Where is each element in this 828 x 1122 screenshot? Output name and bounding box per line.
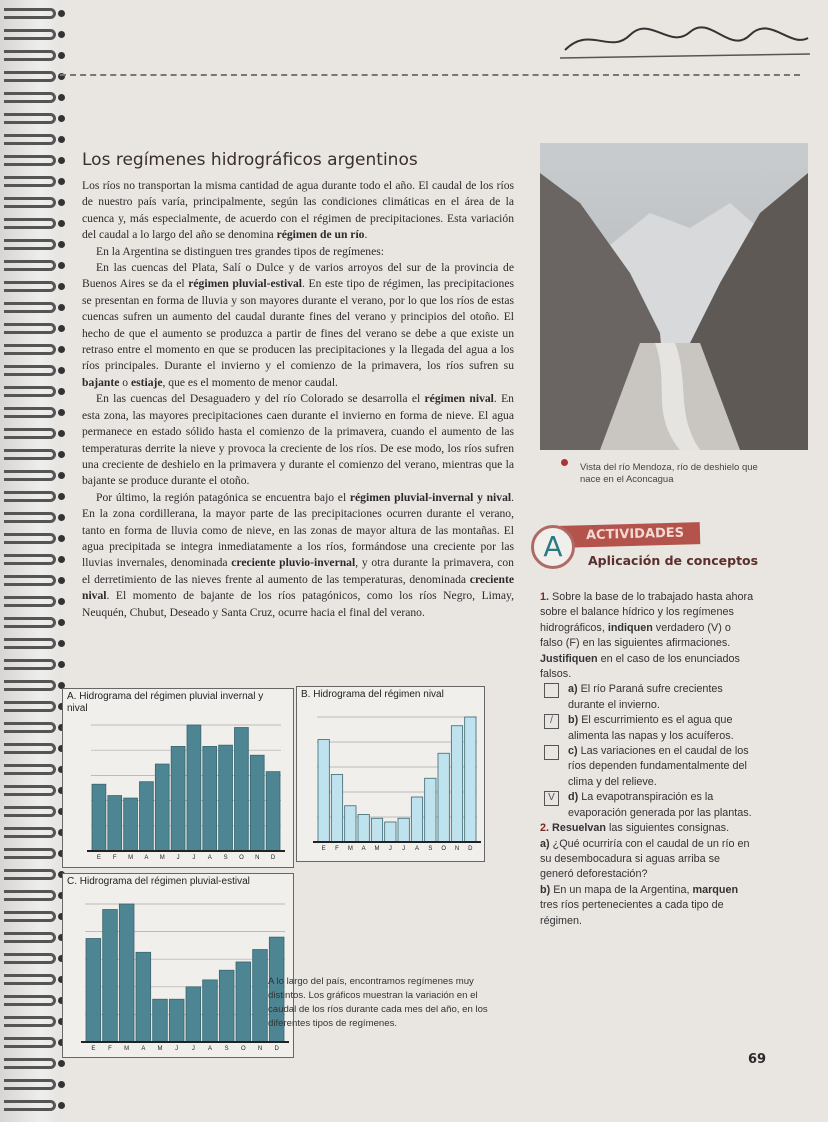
binding-hole bbox=[58, 241, 65, 248]
binding-hole bbox=[58, 514, 65, 521]
x-tick-label: A bbox=[207, 1046, 213, 1052]
spiral-ring bbox=[4, 533, 56, 544]
text-run: . En esta zona, las mayores precipitaciones caen durante el invierno en forma de nieve. El agua permanece en estado sólido hasta el comienzo de la primavera, cuando el aumento de las temperaturas derrite la nieve y provoca la creciente de los ríos. De ese modo, los ríos sufren una creciente de deshielo en la primavera y durante el comienzo del verano, mientras que la bajante se produce durante el otoño. bbox=[82, 392, 514, 488]
item-letter: c) bbox=[568, 745, 581, 758]
spiral-ring bbox=[4, 1100, 56, 1111]
bar-M bbox=[371, 818, 382, 842]
x-tick-label: S bbox=[224, 1046, 229, 1052]
true-false-item bbox=[540, 682, 754, 713]
bar-M bbox=[153, 999, 168, 1042]
chart-plot bbox=[297, 687, 484, 861]
x-tick-label: D bbox=[270, 855, 276, 861]
binding-hole bbox=[58, 157, 65, 164]
x-tick-label: O bbox=[239, 855, 244, 861]
x-tick-label: M bbox=[157, 1046, 163, 1052]
bar-E bbox=[92, 784, 106, 851]
spiral-ring bbox=[4, 974, 56, 985]
bar-J bbox=[171, 746, 185, 851]
question-number: 1. bbox=[540, 591, 550, 603]
text-run: . En este tipo de régimen, las precipitaciones se presentan en forma de lluvia y son mayores durante el verano, por lo que los ríos de estas cuencas sufren un aumento del caudal durante fines del verano y principios del otoño. El hecho de que el aumento se produzca a partir de fines del verano se debe a que existe un retraso entre el momento en que se producen las precipitaciones y la llegada del agua a los ríos principales. Durante el invierno y el comienzo de la primavera, los ríos sufren su bbox=[82, 277, 514, 373]
bar-D bbox=[266, 772, 280, 851]
binding-hole bbox=[58, 115, 65, 122]
bar-O bbox=[236, 962, 251, 1042]
spiral-ring bbox=[4, 281, 56, 292]
chart-title: A. Hidrograma del régimen pluvial invernal y nival bbox=[67, 691, 264, 714]
main-text bbox=[82, 178, 514, 621]
bar-A bbox=[411, 797, 422, 842]
x-tick-label: F bbox=[335, 846, 339, 852]
bold-term: creciente pluvio-invernal bbox=[231, 556, 356, 570]
spiral-ring bbox=[4, 512, 56, 523]
text-run: En las cuencas del Plata, Salí o Dulce y de varios arroyos del sur de la provincia de Buenos Aires se da el bbox=[82, 261, 514, 291]
spiral-ring bbox=[4, 491, 56, 502]
bar-A bbox=[140, 782, 154, 851]
activities-subtitle: Aplicación de conceptos bbox=[588, 553, 759, 568]
binding-hole bbox=[58, 94, 65, 101]
bar-M bbox=[124, 798, 138, 851]
question-number: 2. bbox=[540, 822, 550, 835]
item-letter: a) bbox=[540, 837, 550, 850]
paragraph bbox=[82, 490, 514, 621]
binding-hole bbox=[58, 1081, 65, 1088]
question-2b bbox=[540, 883, 754, 929]
dashed-divider bbox=[60, 74, 800, 76]
bar-J bbox=[169, 999, 184, 1042]
spiral-ring bbox=[4, 365, 56, 376]
x-tick-label: D bbox=[274, 1046, 279, 1052]
answer-checkbox[interactable]: V bbox=[544, 791, 559, 806]
spiral-ring bbox=[4, 134, 56, 145]
spiral-ring bbox=[4, 1058, 56, 1069]
bar-S bbox=[219, 745, 233, 851]
spiral-ring bbox=[4, 1079, 56, 1090]
bold-term: Justifiquen bbox=[540, 652, 598, 665]
bar-F bbox=[331, 775, 342, 843]
text-run: en el caso de los enunciados falsos. bbox=[540, 652, 740, 681]
spiral-ring bbox=[4, 806, 56, 817]
question-2a-text: ¿Qué ocurriría con el caudal de un río en su desembocadura si aguas arriba se generó deforestación? bbox=[540, 837, 750, 881]
binding-hole bbox=[58, 556, 65, 563]
x-tick-label: J bbox=[191, 1046, 195, 1052]
bar-J bbox=[187, 725, 201, 851]
binding-hole bbox=[58, 304, 65, 311]
text-run: Los ríos no transportan la misma cantidad de agua durante todo el año. El caudal de los ríos de nuestro país varía, principalmente, según las condiciones climáticas en el área de la cuenca y, más especialmente, de acuerdo con el régimen de precipitaciones. Esta variación del caudal a lo largo del año se denomina bbox=[82, 179, 514, 242]
handwritten-scribble bbox=[560, 20, 810, 60]
x-tick-label: M bbox=[128, 855, 134, 861]
spiral-ring bbox=[4, 92, 56, 103]
bar-E bbox=[86, 939, 101, 1043]
answer-checkbox[interactable] bbox=[544, 683, 559, 698]
text-run: Por último, la región patagónica se encuentra bajo el bbox=[96, 490, 350, 504]
item-letter: d) bbox=[568, 791, 582, 804]
bar-N bbox=[451, 726, 462, 842]
bar-D bbox=[465, 717, 476, 842]
x-tick-label: J bbox=[192, 855, 196, 861]
charts-caption: A lo largo del país, encontramos regímenes muy distintos. Los gráficos muestran la variación en el caudal de los ríos durante cada mes del año, en los diferentes tipos de regímenes. bbox=[268, 976, 488, 1029]
x-tick-label: N bbox=[454, 846, 460, 852]
question-2b-text-end: tres ríos pertenecientes a cada tipo de régimen. bbox=[540, 899, 724, 927]
chart-title: C. Hidrograma del régimen pluvial-estival bbox=[67, 876, 250, 887]
spiral-ring bbox=[4, 596, 56, 607]
spiral-ring bbox=[4, 344, 56, 355]
spiral-ring bbox=[4, 743, 56, 754]
text-run: . En la zona cordillerana, la mayor parte de las precipitaciones ocurren durante el verano, tanto en forma de lluvia como de nieve, en las zonas de mayor altura de las montañas. El agua precipitada se integra inmediatamente a los ríos, formándose una creciente por las lluvias invernales, denominada bbox=[82, 490, 514, 570]
spiral-ring bbox=[4, 827, 56, 838]
x-tick-label: J bbox=[175, 1046, 179, 1052]
binding-hole bbox=[58, 451, 65, 458]
hydrograph-a bbox=[62, 688, 294, 868]
spiral-ring bbox=[4, 617, 56, 628]
binding-hole bbox=[58, 178, 65, 185]
spiral-ring bbox=[4, 785, 56, 796]
bar-N bbox=[250, 755, 264, 851]
bar-S bbox=[425, 778, 436, 842]
x-tick-label: J bbox=[388, 846, 392, 852]
binding-hole bbox=[58, 367, 65, 374]
binding-hole bbox=[58, 220, 65, 227]
x-tick-label: S bbox=[223, 855, 228, 861]
item-text: Las variaciones en el caudal de los ríos dependen fundamentalmente del clima y del relieve. bbox=[568, 745, 749, 788]
bar-E bbox=[318, 740, 329, 843]
spiral-ring bbox=[4, 302, 56, 313]
x-tick-label: A bbox=[207, 855, 212, 861]
hydrograph-c bbox=[62, 873, 294, 1058]
bar-S bbox=[219, 970, 234, 1042]
binding-hole bbox=[58, 388, 65, 395]
bold-term: régimen pluvial-estival bbox=[188, 277, 303, 291]
text-run: o bbox=[119, 375, 131, 389]
spiral-ring bbox=[4, 71, 56, 82]
x-tick-label: M bbox=[124, 1046, 130, 1052]
spiral-ring bbox=[4, 449, 56, 460]
spiral-ring bbox=[4, 8, 56, 19]
true-false-item bbox=[540, 790, 754, 821]
spiral-ring bbox=[4, 218, 56, 229]
binding-hole bbox=[58, 31, 65, 38]
bar-F bbox=[103, 910, 118, 1042]
x-tick-label: E bbox=[321, 846, 326, 852]
spiral-ring bbox=[4, 407, 56, 418]
text-run: En la Argentina se distinguen tres grandes tipos de regímenes: bbox=[96, 244, 384, 258]
text-run: verdadero (V) o falso (F) en las siguientes afirmaciones. bbox=[540, 621, 731, 650]
x-tick-label: A bbox=[361, 846, 366, 852]
chart-plot bbox=[63, 874, 293, 1057]
spiral-ring bbox=[4, 1016, 56, 1027]
spiral-ring bbox=[4, 260, 56, 271]
x-tick-label: O bbox=[441, 846, 447, 852]
item-letter: b) bbox=[540, 883, 551, 896]
activities-list bbox=[540, 590, 754, 929]
spiral-binding bbox=[0, 0, 60, 1122]
spiral-ring bbox=[4, 155, 56, 166]
x-tick-label: D bbox=[468, 846, 473, 852]
bold-term: régimen pluvial-invernal y nival bbox=[349, 490, 512, 504]
binding-hole bbox=[58, 52, 65, 59]
spiral-ring bbox=[4, 239, 56, 250]
question-2-verb: Resuelvan bbox=[552, 822, 607, 835]
paragraph bbox=[82, 244, 514, 260]
spiral-ring bbox=[4, 890, 56, 901]
bar-O bbox=[235, 728, 249, 851]
binding-hole bbox=[58, 640, 65, 647]
x-tick-label: A bbox=[414, 846, 420, 852]
item-letter: a) bbox=[568, 683, 581, 696]
activities-banner: ACTIVIDADES bbox=[560, 522, 701, 548]
caption-bullet-icon bbox=[561, 459, 568, 466]
spiral-ring bbox=[4, 995, 56, 1006]
spiral-ring bbox=[4, 638, 56, 649]
binding-hole bbox=[58, 346, 65, 353]
photo-caption: Vista del río Mendoza, río de deshielo que nace en el Aconcagua bbox=[580, 462, 758, 485]
paragraph bbox=[82, 178, 514, 244]
spiral-ring bbox=[4, 659, 56, 670]
spiral-ring bbox=[4, 932, 56, 943]
spiral-ring bbox=[4, 113, 56, 124]
answer-checkbox[interactable]: / bbox=[544, 714, 559, 729]
x-tick-label: J bbox=[176, 855, 180, 861]
item-text: El río Paraná sufre crecientes durante el invierno. bbox=[568, 683, 723, 711]
question-2b-text: En un mapa de la Argentina, bbox=[550, 883, 693, 896]
spiral-ring bbox=[4, 323, 56, 334]
paragraph bbox=[82, 391, 514, 489]
binding-hole bbox=[58, 598, 65, 605]
binding-hole bbox=[58, 430, 65, 437]
question-2-text: las siguientes consignas. bbox=[606, 822, 730, 835]
binding-hole bbox=[58, 661, 65, 668]
x-tick-label: M bbox=[159, 855, 165, 861]
spiral-ring bbox=[4, 953, 56, 964]
activities-letter-badge: A bbox=[531, 525, 575, 569]
answer-checkbox[interactable] bbox=[544, 745, 559, 760]
spiral-ring bbox=[4, 29, 56, 40]
spiral-ring bbox=[4, 575, 56, 586]
bar-J bbox=[186, 987, 201, 1042]
bar-J bbox=[398, 818, 409, 842]
binding-hole bbox=[58, 409, 65, 416]
item-text: La evapotranspiración es la evaporación generada por las plantas. bbox=[568, 791, 752, 819]
x-tick-label: S bbox=[428, 846, 433, 852]
bold-term: creciente nival bbox=[82, 572, 514, 603]
x-tick-label: M bbox=[347, 846, 353, 852]
bold-term: bajante bbox=[82, 375, 120, 389]
x-tick-label: M bbox=[374, 846, 380, 852]
bold-term: régimen de un río bbox=[276, 228, 365, 242]
question-2b-verb: marquen bbox=[692, 883, 739, 896]
text-run: . El momento de bajante de los ríos patagónicos, como los ríos Negro, Limay, Neuquén, Chubut, Deseado y Santa Cruz, ocurre hacia el final del verano. bbox=[82, 589, 514, 619]
question-1 bbox=[540, 590, 754, 682]
text-run: Sobre la base de lo trabajado hasta ahora sobre el balance hídrico y los regímenes hidrográficos, bbox=[540, 591, 754, 634]
binding-hole bbox=[58, 1102, 65, 1109]
binding-hole bbox=[58, 325, 65, 332]
binding-hole bbox=[58, 1060, 65, 1067]
spiral-ring bbox=[4, 50, 56, 61]
x-tick-label: N bbox=[255, 855, 260, 861]
bar-M bbox=[119, 904, 134, 1042]
spiral-ring bbox=[4, 386, 56, 397]
item-text: El escurrimiento es el agua que alimenta las napas y los acuíferos. bbox=[568, 714, 734, 742]
question-2a bbox=[540, 837, 754, 883]
bar-O bbox=[438, 753, 449, 842]
spiral-ring bbox=[4, 680, 56, 691]
hydrograph-b bbox=[296, 686, 485, 862]
question-1-text bbox=[540, 591, 753, 680]
binding-hole bbox=[58, 199, 65, 206]
spiral-ring bbox=[4, 764, 56, 775]
binding-hole bbox=[58, 472, 65, 479]
binding-hole bbox=[58, 283, 65, 290]
chart-title: B. Hidrograma del régimen nival bbox=[301, 689, 444, 700]
bold-term: indiquen bbox=[607, 621, 653, 634]
item-letter: b) bbox=[568, 714, 582, 727]
question-2 bbox=[540, 821, 754, 836]
x-tick-label: F bbox=[108, 1046, 112, 1052]
x-tick-label: O bbox=[240, 1046, 246, 1052]
binding-hole bbox=[58, 136, 65, 143]
binding-hole bbox=[58, 10, 65, 17]
spiral-ring bbox=[4, 869, 56, 880]
photo-rio-mendoza bbox=[540, 143, 808, 450]
bar-J bbox=[385, 822, 396, 842]
true-false-item bbox=[540, 744, 754, 790]
spiral-ring bbox=[4, 428, 56, 439]
chart-plot bbox=[63, 689, 293, 867]
bar-M bbox=[345, 806, 356, 842]
bold-term: estiaje bbox=[130, 375, 163, 389]
bar-A bbox=[358, 815, 369, 843]
bold-term: régimen nival bbox=[424, 392, 494, 406]
binding-hole bbox=[58, 535, 65, 542]
spiral-ring bbox=[4, 470, 56, 481]
true-false-item bbox=[540, 713, 754, 744]
paragraph bbox=[82, 260, 514, 391]
x-tick-label: E bbox=[96, 855, 101, 861]
spiral-ring bbox=[4, 176, 56, 187]
binding-hole bbox=[58, 262, 65, 269]
spiral-ring bbox=[4, 554, 56, 565]
bar-A bbox=[203, 980, 218, 1042]
bar-N bbox=[253, 950, 268, 1042]
page-number: 69 bbox=[748, 1052, 767, 1067]
spiral-ring bbox=[4, 197, 56, 208]
x-tick-label: F bbox=[112, 855, 117, 861]
x-tick-label: N bbox=[257, 1046, 263, 1052]
bar-M bbox=[155, 764, 169, 851]
x-tick-label: J bbox=[402, 846, 406, 852]
spiral-ring bbox=[4, 911, 56, 922]
x-tick-label: A bbox=[144, 855, 149, 861]
bar-A bbox=[136, 952, 151, 1042]
spiral-ring bbox=[4, 701, 56, 712]
x-tick-label: A bbox=[141, 1046, 146, 1052]
text-run: , que es el momento de menor caudal. bbox=[162, 375, 338, 389]
bar-A bbox=[203, 746, 217, 851]
text-run: . bbox=[364, 228, 368, 242]
x-tick-label: E bbox=[91, 1046, 96, 1052]
page-title: Los regímenes hidrográficos argentinos bbox=[82, 150, 418, 170]
spiral-ring bbox=[4, 848, 56, 859]
text-run: En las cuencas del Desaguadero y del río Colorado se desarrolla el bbox=[96, 392, 425, 406]
bar-F bbox=[108, 796, 122, 851]
binding-hole bbox=[58, 493, 65, 500]
spiral-ring bbox=[4, 722, 56, 733]
binding-hole bbox=[58, 619, 65, 626]
binding-hole bbox=[58, 577, 65, 584]
text-run: , y otra durante la primavera, con el derretimiento de las nieves frente al aumento de las temperaturas, denominada bbox=[82, 556, 514, 586]
spiral-ring bbox=[4, 1037, 56, 1048]
